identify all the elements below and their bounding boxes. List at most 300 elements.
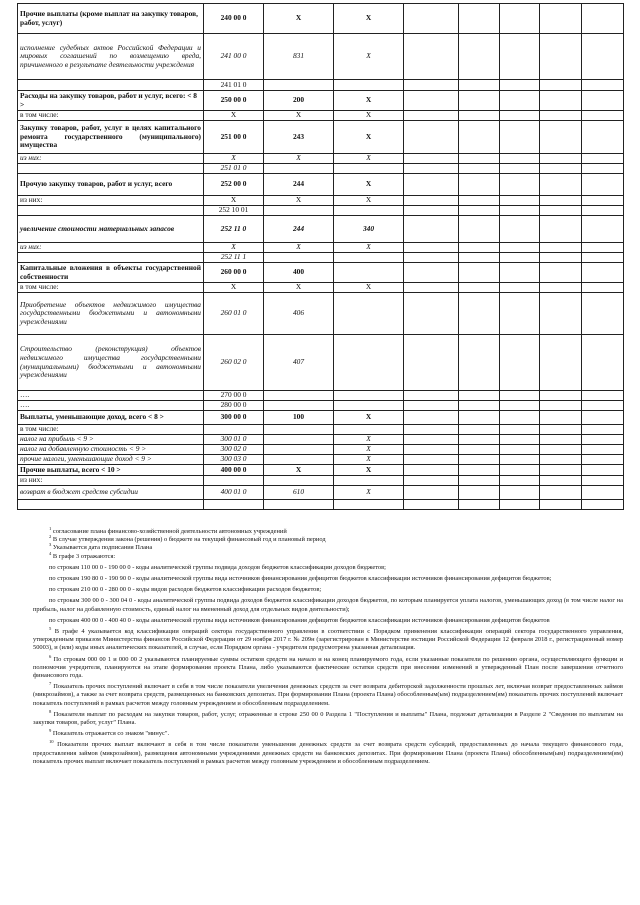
table-row: [18, 500, 624, 510]
amount-cell: [459, 243, 500, 253]
operation-code-cell: [334, 335, 404, 391]
amount-cell: [404, 293, 459, 335]
footnote: $^6$ По строкам 000 00 1 и 000 00 2 указываются планируемые суммы остатков средств на начало и на конец планируемого года, если указанные показатели по решению органа, осуществляющего функции и полномочия учредителя, планируются на этапе формирования проекта Плана, либо указываются фактические остатки средств при внесении изменений в утвержденный План после завершения отчетного финансового года.: [33, 653, 623, 680]
operation-code-cell: [334, 391, 404, 401]
row-code-cell: 400 01 0: [204, 486, 264, 500]
classifier-code-cell: 100: [264, 411, 334, 425]
amount-cell: [500, 293, 540, 335]
amount-cell: [500, 455, 540, 465]
classifier-code-cell: [264, 206, 334, 216]
amount-cell: [582, 401, 624, 411]
amount-cell: [500, 34, 540, 80]
amount-cell: [582, 4, 624, 34]
amount-cell: [500, 121, 540, 154]
amount-cell: [540, 111, 582, 121]
amount-cell: [404, 435, 459, 445]
amount-cell: [500, 425, 540, 435]
amount-cell: [500, 335, 540, 391]
table-row: [18, 401, 624, 411]
classifier-code-cell: [264, 425, 334, 435]
amount-cell: [500, 401, 540, 411]
row-label-cell: из них:: [18, 243, 204, 253]
footnote: $^2$ В случае утверждения закона (решения) о бюджете на текущий финансовый год и плановый период: [49, 534, 326, 544]
amount-cell: [459, 111, 500, 121]
operation-code-cell: Х: [334, 411, 404, 425]
footnote: по строкам 210 00 0 - 280 00 0 - коды видов расходов бюджетов классификации расходов бюджетов;: [49, 586, 322, 594]
amount-cell: [500, 465, 540, 476]
amount-cell: [404, 401, 459, 411]
amount-cell: [459, 445, 500, 455]
amount-cell: [500, 486, 540, 500]
amount-cell: [459, 455, 500, 465]
classifier-code-cell: Х: [264, 283, 334, 293]
amount-cell: [459, 216, 500, 243]
classifier-code-cell: [264, 401, 334, 411]
classifier-code-cell: [264, 455, 334, 465]
operation-code-cell: [334, 164, 404, 174]
operation-code-cell: [334, 80, 404, 91]
row-label-cell: Приобретение объектов недвижимого имущества государственными бюджетными и автономными учреждениями: [18, 293, 204, 335]
row-code-cell: 270 00 0: [204, 391, 264, 401]
amount-cell: [582, 435, 624, 445]
row-code-cell: 251 00 0: [204, 121, 264, 154]
footnotes: [33, 525, 623, 766]
row-code-cell: 300 02 0: [204, 445, 264, 455]
row-code-cell: Х: [204, 283, 264, 293]
operation-code-cell: Х: [334, 121, 404, 154]
amount-cell: [459, 476, 500, 486]
classifier-code-cell: Х: [264, 4, 334, 34]
amount-cell: [582, 164, 624, 174]
operation-code-cell: Х: [334, 91, 404, 111]
amount-cell: [500, 283, 540, 293]
classifier-code-cell: 244: [264, 174, 334, 196]
amount-cell: [540, 435, 582, 445]
amount-cell: [500, 391, 540, 401]
amount-cell: [582, 174, 624, 196]
table-row: [18, 174, 624, 196]
row-label-cell: прочие налоги, уменьшающие доход < 9 >: [18, 455, 204, 465]
amount-cell: [404, 164, 459, 174]
row-label-cell: налог на прибыль < 9 >: [18, 435, 204, 445]
amount-cell: [540, 486, 582, 500]
row-label-cell: из них:: [18, 154, 204, 164]
operation-code-cell: Х: [334, 486, 404, 500]
amount-cell: [540, 164, 582, 174]
amount-cell: [540, 500, 582, 510]
amount-cell: [500, 91, 540, 111]
amount-cell: [500, 4, 540, 34]
amount-cell: [459, 283, 500, 293]
amount-cell: [404, 500, 459, 510]
amount-cell: [459, 253, 500, 263]
operation-code-cell: Х: [334, 283, 404, 293]
row-label-cell: Прочую закупку товаров, работ и услуг, всего: [18, 174, 204, 196]
row-label-cell: налог на добавленную стоимость < 9 >: [18, 445, 204, 455]
table-row: [18, 486, 624, 500]
amount-cell: [582, 80, 624, 91]
amount-cell: [404, 4, 459, 34]
amount-cell: [540, 391, 582, 401]
amount-cell: [459, 486, 500, 500]
classifier-code-cell: Х: [264, 154, 334, 164]
row-code-cell: [204, 476, 264, 486]
amount-cell: [459, 4, 500, 34]
row-code-cell: 300 01 0: [204, 435, 264, 445]
amount-cell: [582, 486, 624, 500]
amount-cell: [500, 216, 540, 243]
amount-cell: [582, 391, 624, 401]
amount-cell: [500, 111, 540, 121]
row-label-cell: Расходы на закупку товаров, работ и услуг, всего: < 8 >: [18, 91, 204, 111]
amount-cell: [404, 411, 459, 425]
amount-cell: [404, 476, 459, 486]
amount-cell: [404, 486, 459, 500]
amount-cell: [404, 455, 459, 465]
amount-cell: [582, 465, 624, 476]
classifier-code-cell: [264, 476, 334, 486]
row-label-cell: [18, 164, 204, 174]
operation-code-cell: Х: [334, 465, 404, 476]
table-row: [18, 4, 624, 34]
amount-cell: [404, 465, 459, 476]
amount-cell: [500, 154, 540, 164]
classifier-code-cell: Х: [264, 111, 334, 121]
row-code-cell: Х: [204, 196, 264, 206]
plan-table: [17, 3, 624, 510]
amount-cell: [459, 91, 500, 111]
row-label-cell: Строительство (реконструкция) объектов недвижимого имущества государственными (муниципальными) бюджетными и автономными учреждениями: [18, 335, 204, 391]
operation-code-cell: [334, 263, 404, 283]
amount-cell: [540, 411, 582, 425]
row-label-cell: Прочие выплаты, всего < 10 >: [18, 465, 204, 476]
classifier-code-cell: 200: [264, 91, 334, 111]
operation-code-cell: Х: [334, 445, 404, 455]
table-row: [18, 196, 624, 206]
row-code-cell: [204, 425, 264, 435]
row-label-cell: в том числе:: [18, 283, 204, 293]
amount-cell: [404, 253, 459, 263]
classifier-code-cell: 831: [264, 34, 334, 80]
amount-cell: [582, 91, 624, 111]
amount-cell: [459, 121, 500, 154]
amount-cell: [540, 196, 582, 206]
operation-code-cell: Х: [334, 455, 404, 465]
amount-cell: [582, 293, 624, 335]
classifier-code-cell: [264, 500, 334, 510]
amount-cell: [540, 455, 582, 465]
footnote: $^5$ В графе 4 указывается код классификации операций сектора государственного управления в соответствии с Порядком применения классификации операций сектора государственного управления, утвержденным приказом Министерства финансов Российской Федерации от 29 ноября 2017 г. № 209н (зарегистрирован в Министерстве юстиции Российской Федерации 12 февраля 2018 г., регистрационный номер 50003), и (или) коды иных аналитических показателей, в случае, если Порядком органа - учредителя предусмотрена указанная детализация.: [33, 625, 623, 652]
table-row: [18, 34, 624, 80]
table-row: [18, 465, 624, 476]
footnote: $^{10}$ Показатели прочих выплат включают в себя в том числе показатели уменьшения денежных средств за счет возврата средств субсидий, предоставленных до начала текущего финансового года, предоставления займов (микрозаймов), размещения автономными учреждениями денежных средств на банковских депозитах. При формировании Плана (проекта Плана) обособленным(ым) подразделением(ям) показатель прочих выплат включает показатель поступлений в рамках расчетов между головным учреждением и обособленным подразделением.: [33, 739, 623, 765]
amount-cell: [404, 445, 459, 455]
footnote: по строкам 190 80 0 - 190 90 0 - коды аналитической группы вида источников финансирования дефицитов бюджетов классификации источников финансирования дефицитов бюджетов;: [49, 575, 552, 583]
amount-cell: [459, 196, 500, 206]
amount-cell: [540, 335, 582, 391]
row-code-cell: 260 01 0: [204, 293, 264, 335]
operation-code-cell: [334, 206, 404, 216]
classifier-code-cell: 244: [264, 216, 334, 243]
row-label-cell: Капитальные вложения в объекты государственной собственности: [18, 263, 204, 283]
amount-cell: [540, 253, 582, 263]
operation-code-cell: [334, 500, 404, 510]
amount-cell: [582, 206, 624, 216]
amount-cell: [404, 196, 459, 206]
table-row: [18, 243, 624, 253]
amount-cell: [500, 174, 540, 196]
amount-cell: [540, 465, 582, 476]
row-code-cell: 252 00 0: [204, 174, 264, 196]
amount-cell: [582, 425, 624, 435]
row-label-cell: Прочие выплаты (кроме выплат на закупку товаров, работ, услуг): [18, 4, 204, 34]
row-code-cell: 250 00 0: [204, 91, 264, 111]
row-code-cell: 260 00 0: [204, 263, 264, 283]
amount-cell: [582, 283, 624, 293]
table-row: [18, 391, 624, 401]
amount-cell: [540, 263, 582, 283]
row-label-cell: Закупку товаров, работ, услуг в целях капитального ремонта государственного (муниципального) имущества: [18, 121, 204, 154]
amount-cell: [540, 476, 582, 486]
row-code-cell: 280 00 0: [204, 401, 264, 411]
amount-cell: [500, 500, 540, 510]
classifier-code-cell: [264, 253, 334, 263]
amount-cell: [500, 206, 540, 216]
amount-cell: [459, 401, 500, 411]
classifier-code-cell: 407: [264, 335, 334, 391]
amount-cell: [540, 216, 582, 243]
table-row: [18, 206, 624, 216]
amount-cell: [500, 243, 540, 253]
operation-code-cell: Х: [334, 196, 404, 206]
row-code-cell: Х: [204, 243, 264, 253]
classifier-code-cell: [264, 391, 334, 401]
amount-cell: [404, 216, 459, 243]
amount-cell: [404, 206, 459, 216]
table-row: [18, 476, 624, 486]
row-code-cell: Х: [204, 154, 264, 164]
amount-cell: [582, 445, 624, 455]
table-row: [18, 293, 624, 335]
amount-cell: [404, 263, 459, 283]
table-row: [18, 335, 624, 391]
amount-cell: [582, 500, 624, 510]
row-code-cell: 300 00 0: [204, 411, 264, 425]
table-row: [18, 121, 624, 154]
row-label-cell: [18, 80, 204, 91]
amount-cell: [582, 196, 624, 206]
footnote: $^9$ Показатель отражается со знаком "минус".: [49, 728, 170, 738]
amount-cell: [500, 445, 540, 455]
table-row: [18, 445, 624, 455]
amount-cell: [582, 335, 624, 391]
amount-cell: [540, 174, 582, 196]
amount-cell: [582, 154, 624, 164]
footnote: по строкам 110 00 0 - 190 00 0 - коды аналитической группы подвида доходов бюджетов классификации доходов бюджетов;: [49, 563, 386, 571]
operation-code-cell: [334, 253, 404, 263]
row-code-cell: 260 02 0: [204, 335, 264, 391]
classifier-code-cell: 243: [264, 121, 334, 154]
footnote: по строкам 300 00 0 - 300 04 0 - коды аналитической группы подвида доходов бюджетов классификации доходов бюджетов, по которым планируется уплата налогов, уменьшающих доход (в том числе налог на прибыль, налог на добавленную стоимость, единый налог на вмененный доход для отдельных видов деятельности);: [33, 597, 623, 613]
classifier-code-cell: [264, 445, 334, 455]
operation-code-cell: [334, 476, 404, 486]
amount-cell: [459, 174, 500, 196]
footnote: $^8$ Показатели выплат по расходам на закупки товаров, работ, услуг, отраженные в строке 250 00 0 Раздела 1 "Поступления и выплаты" Плана, подлежат детализации в Разделе 2 "Сведения по выплатам на закупки товаров, работ, услуг" Плана.: [33, 708, 623, 727]
amount-cell: [459, 293, 500, 335]
amount-cell: [540, 425, 582, 435]
operation-code-cell: [334, 293, 404, 335]
operation-code-cell: Х: [334, 34, 404, 80]
amount-cell: [404, 335, 459, 391]
amount-cell: [582, 253, 624, 263]
amount-cell: [500, 164, 540, 174]
table-row: [18, 91, 624, 111]
amount-cell: [500, 253, 540, 263]
amount-cell: [404, 425, 459, 435]
amount-cell: [582, 121, 624, 154]
row-code-cell: 241 01 0: [204, 80, 264, 91]
amount-cell: [500, 80, 540, 91]
operation-code-cell: Х: [334, 243, 404, 253]
amount-cell: [500, 411, 540, 425]
amount-cell: [540, 154, 582, 164]
row-label-cell: увеличение стоимости материальных запасов: [18, 216, 204, 243]
amount-cell: [540, 445, 582, 455]
footnote: $^3$ Указывается дата подписания Плана: [49, 542, 153, 552]
row-label-cell: [18, 500, 204, 510]
row-code-cell: Х: [204, 111, 264, 121]
row-code-cell: 240 00 0: [204, 4, 264, 34]
row-code-cell: 252 11 1: [204, 253, 264, 263]
amount-cell: [459, 391, 500, 401]
operation-code-cell: Х: [334, 174, 404, 196]
amount-cell: [404, 154, 459, 164]
amount-cell: [459, 425, 500, 435]
row-label-cell: возврат в бюджет средств субсидии: [18, 486, 204, 500]
row-code-cell: 252 11 0: [204, 216, 264, 243]
amount-cell: [540, 121, 582, 154]
amount-cell: [500, 263, 540, 283]
table-row: [18, 283, 624, 293]
amount-cell: [459, 80, 500, 91]
table-row: [18, 411, 624, 425]
classifier-code-cell: [264, 435, 334, 445]
row-label-cell: из них:: [18, 196, 204, 206]
operation-code-cell: [334, 425, 404, 435]
row-label-cell: исполнение судебных актов Российской Федерации и мировых соглашений по возмещению вреда, причиненного в результате деятельности учреждения: [18, 34, 204, 80]
classifier-code-cell: Х: [264, 243, 334, 253]
operation-code-cell: Х: [334, 154, 404, 164]
amount-cell: [540, 293, 582, 335]
amount-cell: [540, 283, 582, 293]
classifier-code-cell: [264, 80, 334, 91]
row-label-cell: [18, 206, 204, 216]
amount-cell: [404, 283, 459, 293]
table-row: [18, 80, 624, 91]
table-row: [18, 111, 624, 121]
amount-cell: [540, 4, 582, 34]
amount-cell: [540, 401, 582, 411]
table-row: [18, 263, 624, 283]
amount-cell: [459, 263, 500, 283]
classifier-code-cell: Х: [264, 196, 334, 206]
classifier-code-cell: 406: [264, 293, 334, 335]
operation-code-cell: Х: [334, 4, 404, 34]
classifier-code-cell: 400: [264, 263, 334, 283]
table-row: [18, 435, 624, 445]
amount-cell: [459, 465, 500, 476]
footnote: по строкам 400 00 0 - 400 40 0 - коды аналитической группы вида источников финансирования дефицитов бюджетов классификации источников финансирования дефицитов бюджетов: [49, 616, 550, 624]
row-code-cell: 241 00 0: [204, 34, 264, 80]
amount-cell: [582, 455, 624, 465]
amount-cell: [404, 34, 459, 80]
amount-cell: [540, 243, 582, 253]
amount-cell: [500, 196, 540, 206]
amount-cell: [459, 500, 500, 510]
amount-cell: [540, 206, 582, 216]
amount-cell: [582, 216, 624, 243]
row-label-cell: Выплаты, уменьшающие доход, всего < 8 >: [18, 411, 204, 425]
footnote: $^7$ Показатель прочих поступлений включает в себя в том числе показатели увеличения денежных средств за счет возврата дебиторской задолженности прошлых лет, включая возврат предоставленных займов (микрозаймов), а также за счет возврата средств, размещенных на банковских депозитах. При формировании Плана (проекта Плана) обособленным(ым) подразделением(ям) показатель прочих поступлений включает показатель поступлений в рамках расчетов между головным учреждением и обособленным подразделением.: [33, 681, 623, 707]
footnote: $^4$ В графе 3 отражаются:: [49, 550, 116, 560]
table-row: [18, 455, 624, 465]
amount-cell: [500, 435, 540, 445]
amount-cell: [540, 80, 582, 91]
amount-cell: [459, 206, 500, 216]
amount-cell: [459, 411, 500, 425]
amount-cell: [582, 243, 624, 253]
amount-cell: [459, 154, 500, 164]
amount-cell: [404, 80, 459, 91]
table-row: [18, 216, 624, 243]
amount-cell: [459, 335, 500, 391]
row-code-cell: 251 01 0: [204, 164, 264, 174]
table-row: [18, 154, 624, 164]
footnote: $^1$ согласование плана финансово-хозяйственной деятельности автономных учреждений: [49, 525, 287, 535]
classifier-code-cell: Х: [264, 465, 334, 476]
amount-cell: [582, 263, 624, 283]
table-row: [18, 425, 624, 435]
amount-cell: [459, 164, 500, 174]
amount-cell: [459, 34, 500, 80]
row-code-cell: 252 10 01: [204, 206, 264, 216]
amount-cell: [582, 411, 624, 425]
amount-cell: [540, 34, 582, 80]
row-label-cell: ….: [18, 391, 204, 401]
amount-cell: [404, 243, 459, 253]
row-code-cell: 400 00 0: [204, 465, 264, 476]
operation-code-cell: [334, 401, 404, 411]
row-label-cell: в том числе:: [18, 111, 204, 121]
amount-cell: [459, 435, 500, 445]
operation-code-cell: Х: [334, 111, 404, 121]
row-label-cell: в том числе:: [18, 425, 204, 435]
amount-cell: [404, 121, 459, 154]
operation-code-cell: Х: [334, 435, 404, 445]
amount-cell: [404, 91, 459, 111]
amount-cell: [404, 174, 459, 196]
amount-cell: [404, 391, 459, 401]
amount-cell: [404, 111, 459, 121]
amount-cell: [500, 476, 540, 486]
row-label-cell: из них:: [18, 476, 204, 486]
table-row: [18, 253, 624, 263]
amount-cell: [582, 34, 624, 80]
classifier-code-cell: [264, 164, 334, 174]
operation-code-cell: 340: [334, 216, 404, 243]
amount-cell: [582, 111, 624, 121]
row-label-cell: ….: [18, 401, 204, 411]
